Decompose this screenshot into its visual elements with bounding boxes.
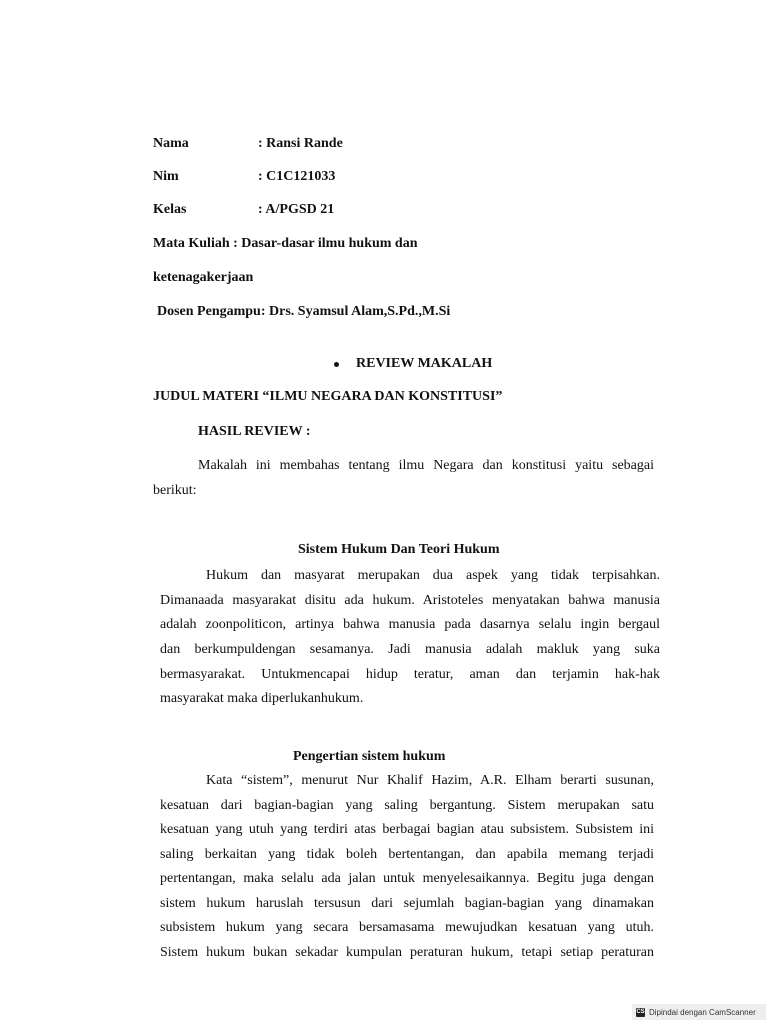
kelas-label: Kelas xyxy=(153,202,187,217)
nim-label: Nim xyxy=(153,169,179,184)
judul-materi: JUDUL MATERI “ILMU NEGARA DAN KONSTITUSI” xyxy=(153,389,503,404)
dosen-pengampu: Dosen Pengampu: Drs. Syamsul Alam,S.Pd.,M.Si xyxy=(157,304,451,319)
section1-line: bermasyarakat. Untukmencapai hidup teratur, aman dan terjamin hak-hak xyxy=(160,667,660,682)
section-title-pengertian: Pengertian sistem hukum xyxy=(293,749,446,764)
section1-line: Dimanaada masyarakat disitu ada hukum. Aristoteles menyatakan bahwa manusia xyxy=(160,593,660,608)
kelas-value: : A/PGSD 21 xyxy=(258,202,335,217)
mata-kuliah-line2: ketenagakerjaan xyxy=(153,270,254,285)
review-heading: REVIEW MAKALAH xyxy=(356,356,493,371)
hasil-review-heading: HASIL REVIEW : xyxy=(198,424,311,439)
intro-line-2: berikut: xyxy=(153,483,197,498)
camscanner-icon: CS xyxy=(636,1008,645,1015)
camscanner-text: Dipindai dengan CamScanner xyxy=(649,1007,756,1017)
nama-value: : Ransi Rande xyxy=(258,136,343,151)
section1-line: adalah zoonpoliticon, artinya bahwa manusia pada dasarnya selalu ingin bergaul xyxy=(160,617,660,632)
section2-line: subsistem hukum yang secara bersamasama mewujudkan kesatuan yang utuh. xyxy=(160,920,654,935)
section2-line: Kata “sistem”, menurut Nur Khalif Hazim, A.R. Elham berarti susunan, xyxy=(206,773,654,788)
camscanner-badge xyxy=(632,1004,766,1020)
section2-line: kesatuan yang utuh yang terdiri atas berbagai bagian atau subsistem. Subsistem ini xyxy=(160,822,654,837)
section2-line: Sistem hukum bukan sekadar kumpulan peraturan hukum, tetapi setiap peraturan xyxy=(160,945,654,960)
section2-line: saling berkaitan yang tidak boleh bertentangan, dan apabila memang terjadi xyxy=(160,847,654,862)
nama-label: Nama xyxy=(153,136,189,151)
mata-kuliah-line1: Mata Kuliah : Dasar-dasar ilmu hukum dan xyxy=(153,236,418,251)
section1-line: Hukum dan masyarat merupakan dua aspek yang tidak terpisahkan. xyxy=(206,568,660,583)
section2-line: kesatuan dari bagian-bagian yang saling bergantung. Sistem merupakan satu xyxy=(160,798,654,813)
intro-line-1: Makalah ini membahas tentang ilmu Negara dan konstitusi yaitu sebagai xyxy=(198,458,654,473)
nim-value: : C1C121033 xyxy=(258,169,336,184)
section-title-sistem-hukum: Sistem Hukum Dan Teori Hukum xyxy=(298,542,500,557)
section1-line: masyarakat maka diperlukanhukum. xyxy=(160,691,364,706)
section1-line: dan berkumpuldengan sesamanya. Jadi manusia adalah makluk yang suka xyxy=(160,642,660,657)
bullet-icon xyxy=(334,362,339,367)
section2-line: sistem hukum haruslah tersusun dari sejumlah bagian-bagian yang dinamakan xyxy=(160,896,654,911)
section2-line: pertentangan, maka selalu ada jalan untuk menyelesaikannya. Begitu juga dengan xyxy=(160,871,654,886)
